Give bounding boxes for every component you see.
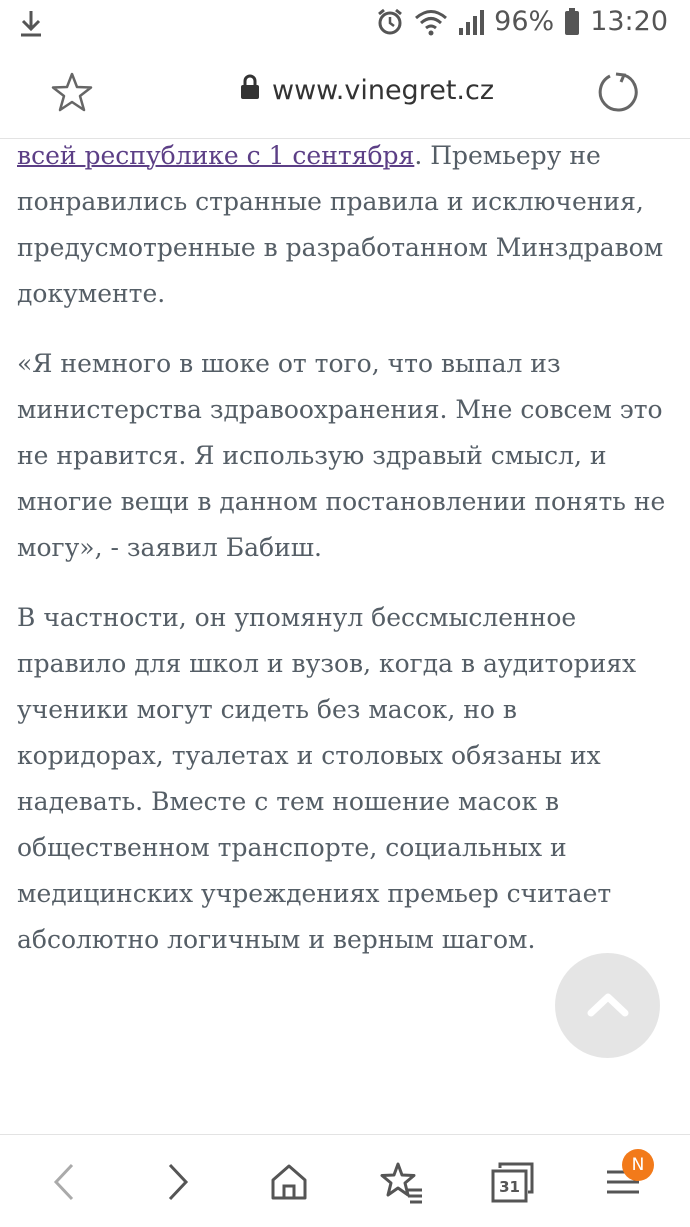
browser-toolbar [0, 50, 690, 139]
battery-icon [564, 8, 580, 36]
bottom-navigation [0, 1134, 690, 1227]
forward-button[interactable] [152, 1157, 202, 1207]
notification-badge: N [622, 1149, 654, 1181]
tabs-button[interactable] [488, 1157, 538, 1207]
home-button[interactable] [264, 1157, 314, 1207]
signal-icon [458, 8, 484, 36]
url-text[interactable]: www.vinegret.cz [272, 75, 494, 106]
download-icon [18, 8, 44, 38]
tab-count: 31 [499, 1178, 520, 1196]
back-button[interactable] [40, 1157, 90, 1207]
article-link[interactable]: всей республике с 1 сентября [17, 141, 415, 170]
home-icon [267, 1160, 311, 1204]
clock: 13:20 [590, 6, 668, 37]
bookmarks-button[interactable] [376, 1157, 426, 1207]
bookmarks-star-list-icon [378, 1160, 424, 1204]
battery-percent: 96% [494, 6, 555, 37]
article-paragraph: всей республике с 1 сентября. Премьеру не понравились странные правила и исключения, предусмотренные в разработанном Минздравом документе. [17, 141, 664, 308]
lock-icon [240, 74, 260, 107]
article-paragraph: В частности, он упомянул бессмысленное правило для школ и вузов, когда в аудиториях ученики могут сидеть без масок, но в коридорах, туалетах и столовых обязаны их надевать. Вместе с тем ношение масок в общественном транспорте, социальных и медицинских учреждениях премьер считает абсолютно логичным и верным шагом. [17, 603, 637, 954]
chevron-up-icon [586, 989, 630, 1023]
bookmark-star-icon[interactable] [50, 70, 94, 118]
status-bar [0, 0, 690, 50]
tabs-icon [490, 1160, 536, 1204]
scroll-to-top-button[interactable] [555, 953, 660, 1058]
reload-icon[interactable] [596, 70, 640, 118]
article-paragraph: «Я немного в шоке от того, что выпал из министерства здравоохранения. Мне совсем это не нравится. Я использую здравый смысл, и многие вещи в данном постановлении понять не могу», - заявил Бабиш. [17, 349, 666, 562]
alarm-icon [376, 7, 404, 37]
forward-arrow-icon [162, 1162, 192, 1202]
wifi-icon [414, 8, 448, 36]
back-arrow-icon [50, 1162, 80, 1202]
address-bar[interactable] [240, 74, 494, 107]
